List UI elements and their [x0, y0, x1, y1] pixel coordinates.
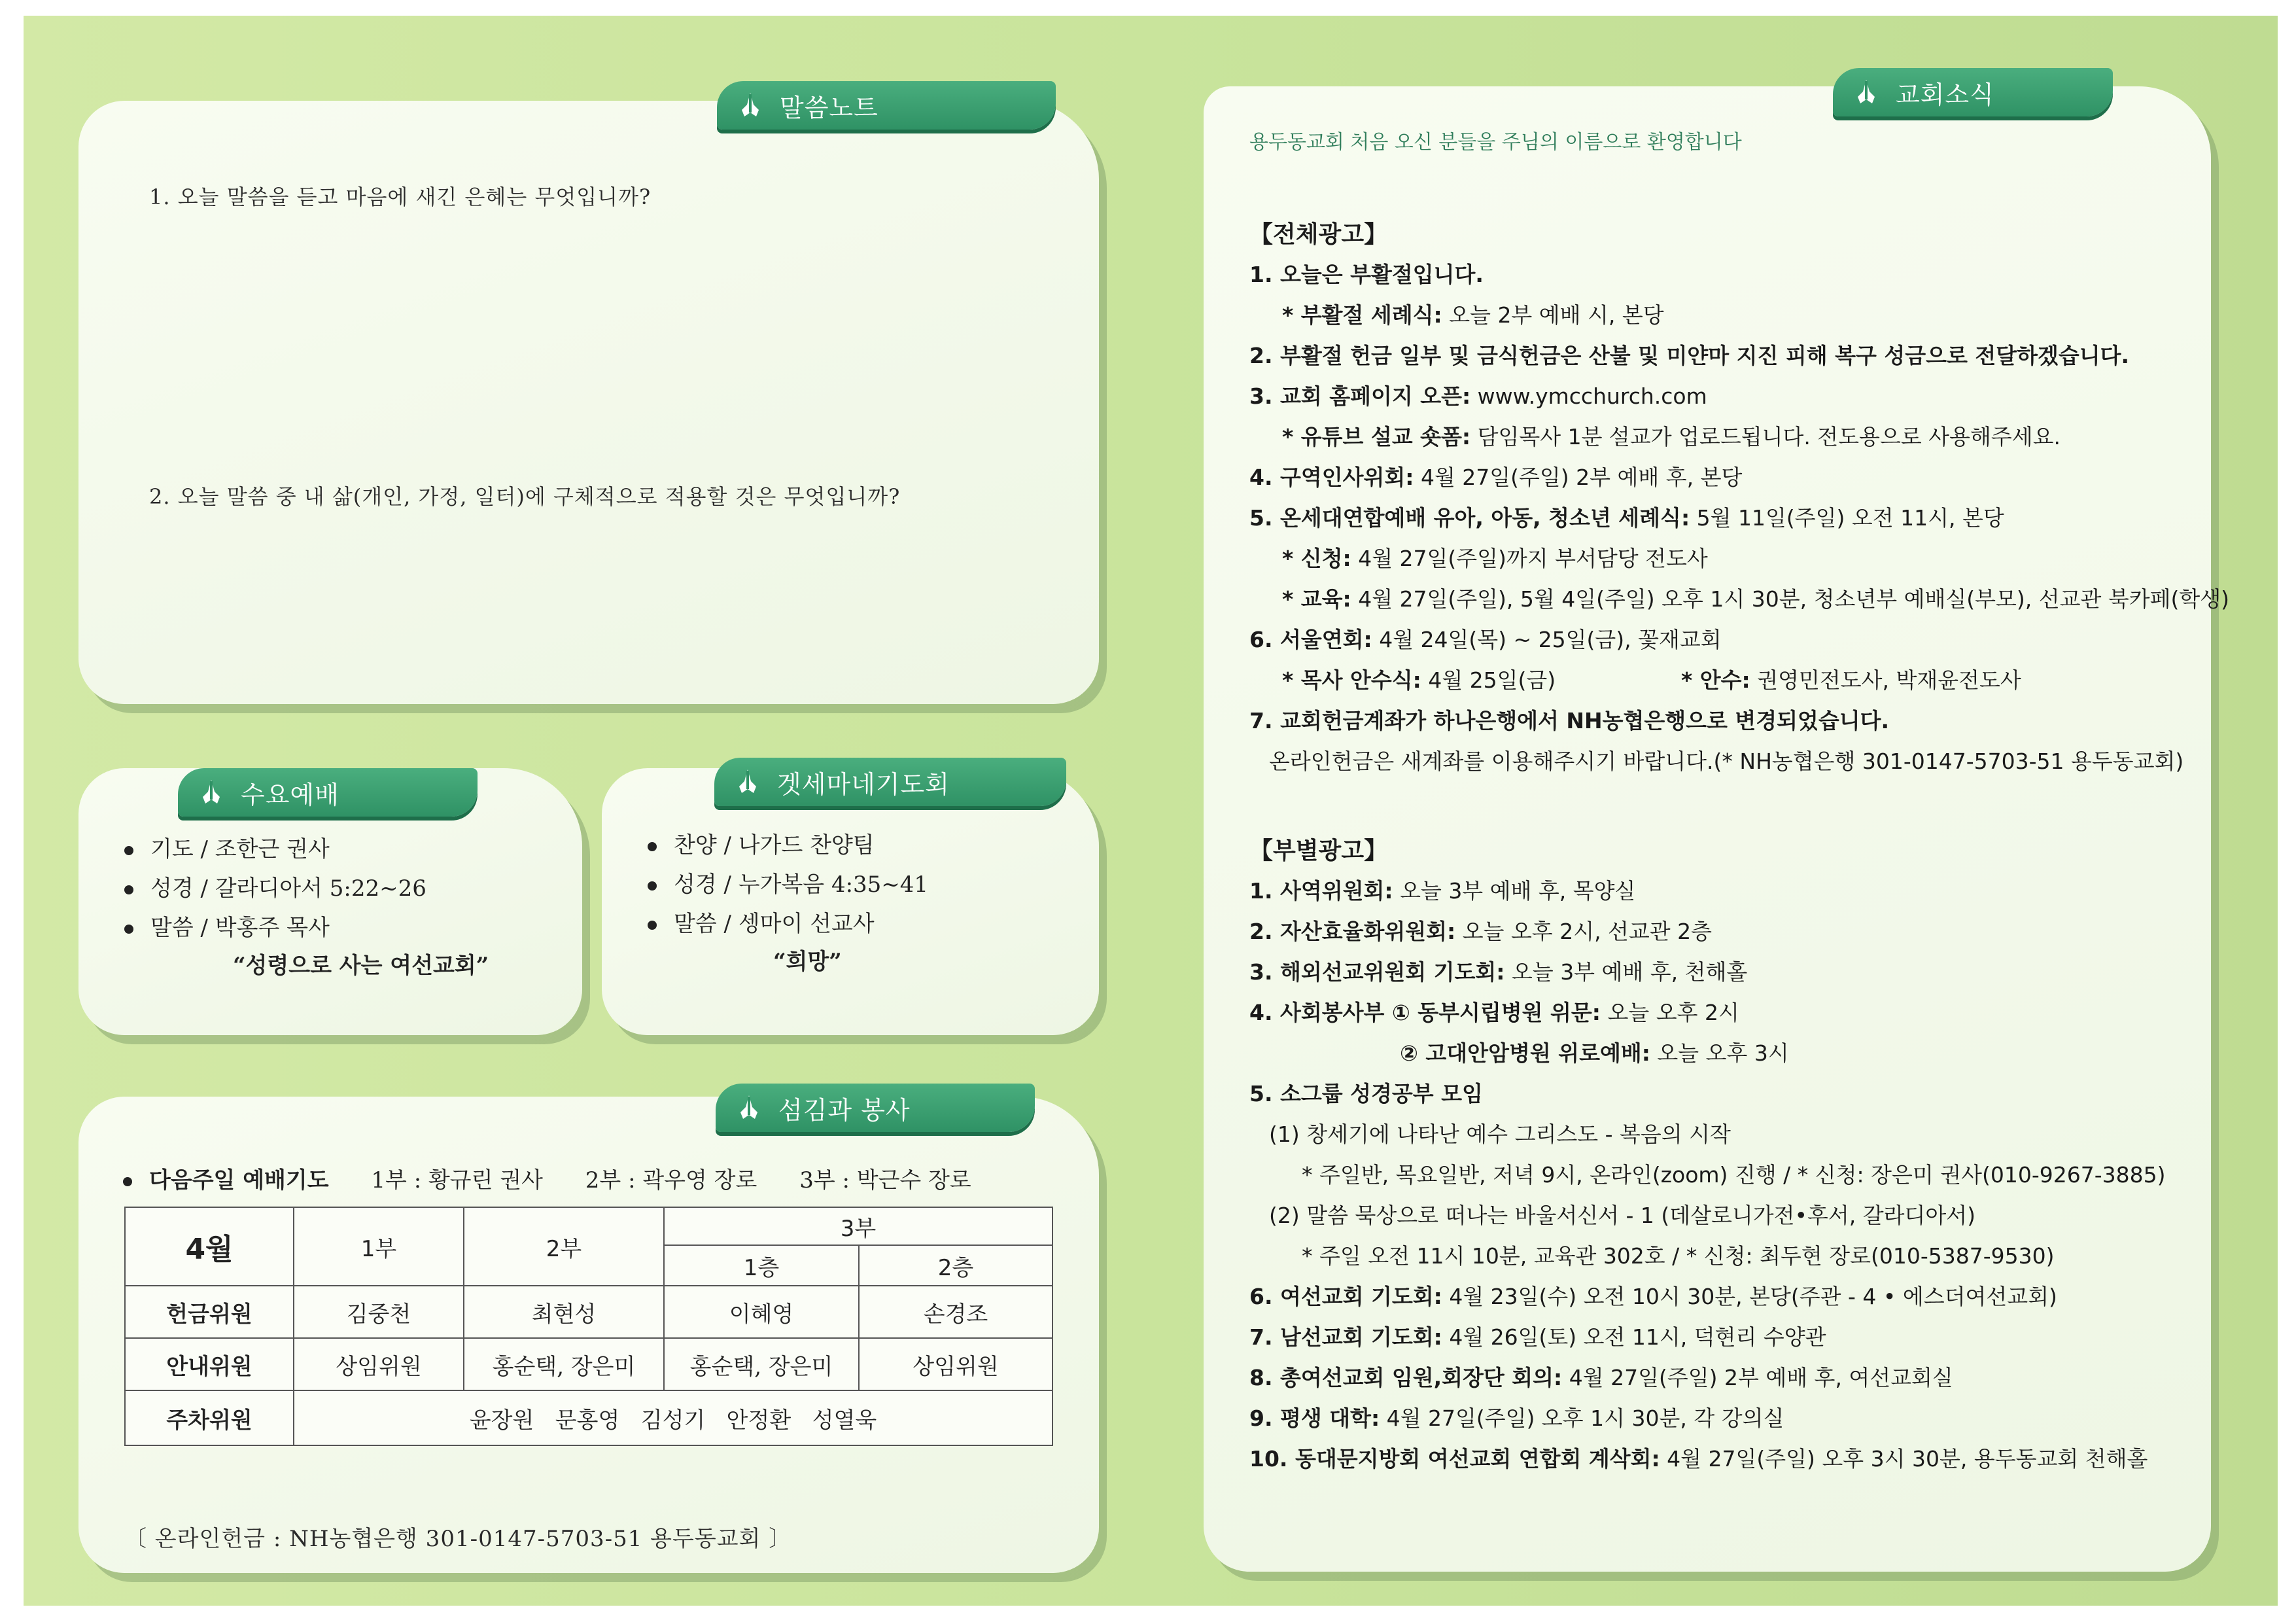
- gethsemane-item-sermon: 말씀 / 셍마이 선교사: [648, 906, 875, 938]
- wednesday-item-sermon: 말씀 / 박홍주 목사: [124, 909, 330, 942]
- wednesday-service-title: 수요예배: [241, 780, 339, 809]
- service-duty-tab: [716, 1084, 1035, 1132]
- cell: 김중천: [294, 1286, 464, 1338]
- news-item: (2) 말씀 묵상으로 떠나는 바울서신서 - 1 (데살로니가전•후서, 갈라디아서): [1269, 1203, 1975, 1228]
- cell: 최현성: [464, 1286, 664, 1338]
- gethsemane-item-scripture: 성경 / 누가복음 4:35~41: [648, 866, 928, 898]
- news-item: (1) 창세기에 나타난 예수 그리스도 - 복음의 시작: [1269, 1121, 1731, 1147]
- next-prayer-2: 2부 : 곽우영 장로: [585, 1167, 757, 1193]
- service-duty-card: [78, 1097, 1099, 1573]
- news-item: * 주일 오전 11시 10분, 교육관 302호 / * 신청: 최두현 장로(010-5387-9530): [1302, 1243, 2055, 1269]
- next-prayer-label: 다음주일 예배기도: [149, 1167, 329, 1193]
- table-row: [125, 1390, 1052, 1445]
- row-label: 헌금위원: [125, 1286, 294, 1338]
- news-item: * 유튜브 설교 숏폼: 담임목사 1분 설교가 업로드됩니다. 전도용으로 사용해주세요.: [1282, 424, 2061, 450]
- duty-col-3-floor-2: 2층: [859, 1245, 1052, 1286]
- church-news-tab: [1833, 68, 2113, 116]
- praying-hands-icon: [735, 90, 765, 120]
- table-row: [125, 1286, 1052, 1338]
- wednesday-theme: “성령으로 사는 여선교회”: [233, 953, 489, 979]
- news-item: 2. 자산효율화위원회: 오늘 오후 2시, 선교관 2층: [1249, 919, 1713, 944]
- wednesday-item-scripture: 성경 / 갈라디아서 5:22~26: [124, 870, 426, 902]
- praying-hands-icon: [1851, 77, 1881, 107]
- news-item: 9. 평생 대학: 4월 27일(주일) 오후 1시 30분, 각 강의실: [1249, 1405, 1784, 1431]
- news-item: * 주일반, 목요일반, 저녁 9시, 온라인(zoom) 진행 / * 신청: 장은미 권사(010-9267-3885): [1302, 1162, 2166, 1188]
- cell: 상임위원: [859, 1338, 1052, 1390]
- news-item: * 목사 안수식: 4월 25일(금): [1282, 667, 1556, 693]
- next-prayer-3: 3부 : 박근수 장로: [799, 1167, 971, 1193]
- news-item: * 신청: 4월 27일(주일)까지 부서담당 전도사: [1282, 546, 1708, 571]
- row-label: 주차위원: [125, 1390, 294, 1445]
- duty-col-3: 3부: [664, 1207, 1052, 1245]
- church-news-card: [1204, 86, 2229, 1572]
- cell: 손경조: [859, 1286, 1052, 1338]
- service-duty-title: 섬김과 봉사: [778, 1095, 911, 1125]
- news-item: * 교육: 4월 27일(주일), 5월 4일(주일) 오후 1시 30분, 청소년부 예배실(부모), 선교관 북카페(학생): [1282, 586, 2229, 612]
- news-item: 온라인헌금은 새계좌를 이용해주시기 바랍니다.(* NH농협은행 301-0147-5703-51 용두동교회): [1269, 749, 2184, 774]
- next-sunday-prayer: [123, 1162, 971, 1194]
- row-label: 안내위원: [125, 1338, 294, 1390]
- cell: 홍순택, 장은미: [664, 1338, 859, 1390]
- duty-col-3-floor-1: 1층: [664, 1245, 859, 1286]
- cell: 상임위원: [294, 1338, 464, 1390]
- duty-col-1: 1부: [294, 1207, 464, 1286]
- praying-hands-icon: [734, 1093, 764, 1123]
- praying-hands-icon: [196, 777, 226, 807]
- news-item: 6. 서울연회: 4월 24일(목) ~ 25일(금), 꽃재교회: [1249, 627, 1722, 652]
- news-item: 7. 교회헌금계좌가 하나은행에서 NH농협은행으로 변경되었습니다.: [1249, 708, 1890, 733]
- gethsemane-prayer-title: 겟세마네기도회: [777, 769, 950, 799]
- department-announcements-header: 【부별광고】: [1249, 838, 1388, 864]
- news-item: 3. 교회 홈페이지 오픈: www.ymcchurch.com: [1249, 383, 1707, 409]
- gethsemane-prayer-card: [602, 768, 1099, 1035]
- table-row: [125, 1338, 1052, 1390]
- general-announcements-header: 【전체광고】: [1249, 221, 1388, 248]
- praying-hands-icon: [733, 767, 763, 797]
- sermon-notes-tab: [717, 81, 1056, 130]
- news-item: 4. 구역인사위회: 4월 27일(주일) 2부 예배 후, 본당: [1249, 465, 1743, 490]
- cell: 홍순택, 장은미: [464, 1338, 664, 1390]
- gethsemane-item-worship: 찬양 / 나가드 찬양팀: [648, 827, 875, 859]
- news-item: ② 고대안암병원 위로예배: 오늘 오후 3시: [1400, 1040, 1789, 1066]
- gethsemane-theme: “희망”: [773, 949, 842, 975]
- welcome-text: 용두동교회 처음 오신 분들을 주님의 이름으로 환영합니다: [1249, 131, 1742, 154]
- duty-col-2: 2부: [464, 1207, 664, 1286]
- next-prayer-1: 1부 : 황규린 권사: [371, 1167, 543, 1193]
- duty-table: [124, 1207, 1053, 1446]
- wednesday-item-prayer: 기도 / 조한근 권사: [124, 831, 330, 863]
- news-item: * 안수: 권영민전도사, 박재윤전도사: [1681, 667, 2021, 693]
- news-item: 6. 여선교회 기도회: 4월 23일(수) 오전 10시 30분, 본당(주관 - 4 • 에스더여선교회): [1249, 1284, 2057, 1309]
- online-offering-account: 〔 온라인헌금 : NH농협은행 301-0147-5703-51 용두동교회 〕: [124, 1526, 792, 1552]
- bulletin-sheet: [24, 16, 2278, 1606]
- cell: 이혜영: [664, 1286, 859, 1338]
- news-item: 1. 사역위원회: 오늘 3부 예배 후, 목양실: [1249, 878, 1636, 904]
- parking-staff: 윤장원 문홍영 김성기 안정환 성열욱: [294, 1390, 1052, 1445]
- news-item: 10. 동대문지방회 여선교회 연합회 계삭회: 4월 27일(주일) 오후 3시 30분, 용두동교회 천해홀: [1249, 1446, 2148, 1472]
- news-item: 7. 남선교회 기도회: 4월 26일(토) 오전 11시, 덕현리 수양관: [1249, 1324, 1826, 1350]
- news-item: 4. 사회봉사부 ① 동부시립병원 위문: 오늘 오후 2시: [1249, 1000, 1739, 1025]
- sermon-question-2: 2. 오늘 말씀 중 내 삶(개인, 가정, 일터)에 구체적으로 적용할 것은 무엇입니까?: [149, 484, 901, 509]
- duty-month: 4월: [125, 1207, 294, 1286]
- news-item: * 부활절 세례식: 오늘 2부 예배 시, 본당: [1282, 302, 1664, 328]
- news-item: 1. 오늘은 부활절입니다.: [1249, 262, 1484, 287]
- sermon-notes-title: 말씀노트: [780, 93, 878, 122]
- sermon-notes-card: [78, 101, 1099, 704]
- news-item: 2. 부활절 헌금 일부 및 금식헌금은 산불 및 미얀마 지진 피해 복구 성금으로 전달하겠습니다.: [1249, 343, 2129, 368]
- news-item: 5. 소그룹 성경공부 모임: [1249, 1081, 1483, 1106]
- wednesday-service-tab: [178, 768, 478, 817]
- news-item: 8. 총여선교회 임원,회장단 회의: 4월 27일(주일) 2부 예배 후, 여선교회실: [1249, 1365, 1953, 1390]
- sermon-question-1: 1. 오늘 말씀을 듣고 마음에 새긴 은혜는 무엇입니까?: [149, 185, 652, 209]
- gethsemane-prayer-tab: [714, 758, 1066, 806]
- news-item: 3. 해외선교위원회 기도회: 오늘 3부 예배 후, 천해홀: [1249, 959, 1748, 985]
- news-item: 5. 온세대연합예배 유아, 아동, 청소년 세례식: 5월 11일(주일) 오전 11시, 본당: [1249, 505, 2004, 531]
- church-news-title: 교회소식: [1896, 80, 1994, 109]
